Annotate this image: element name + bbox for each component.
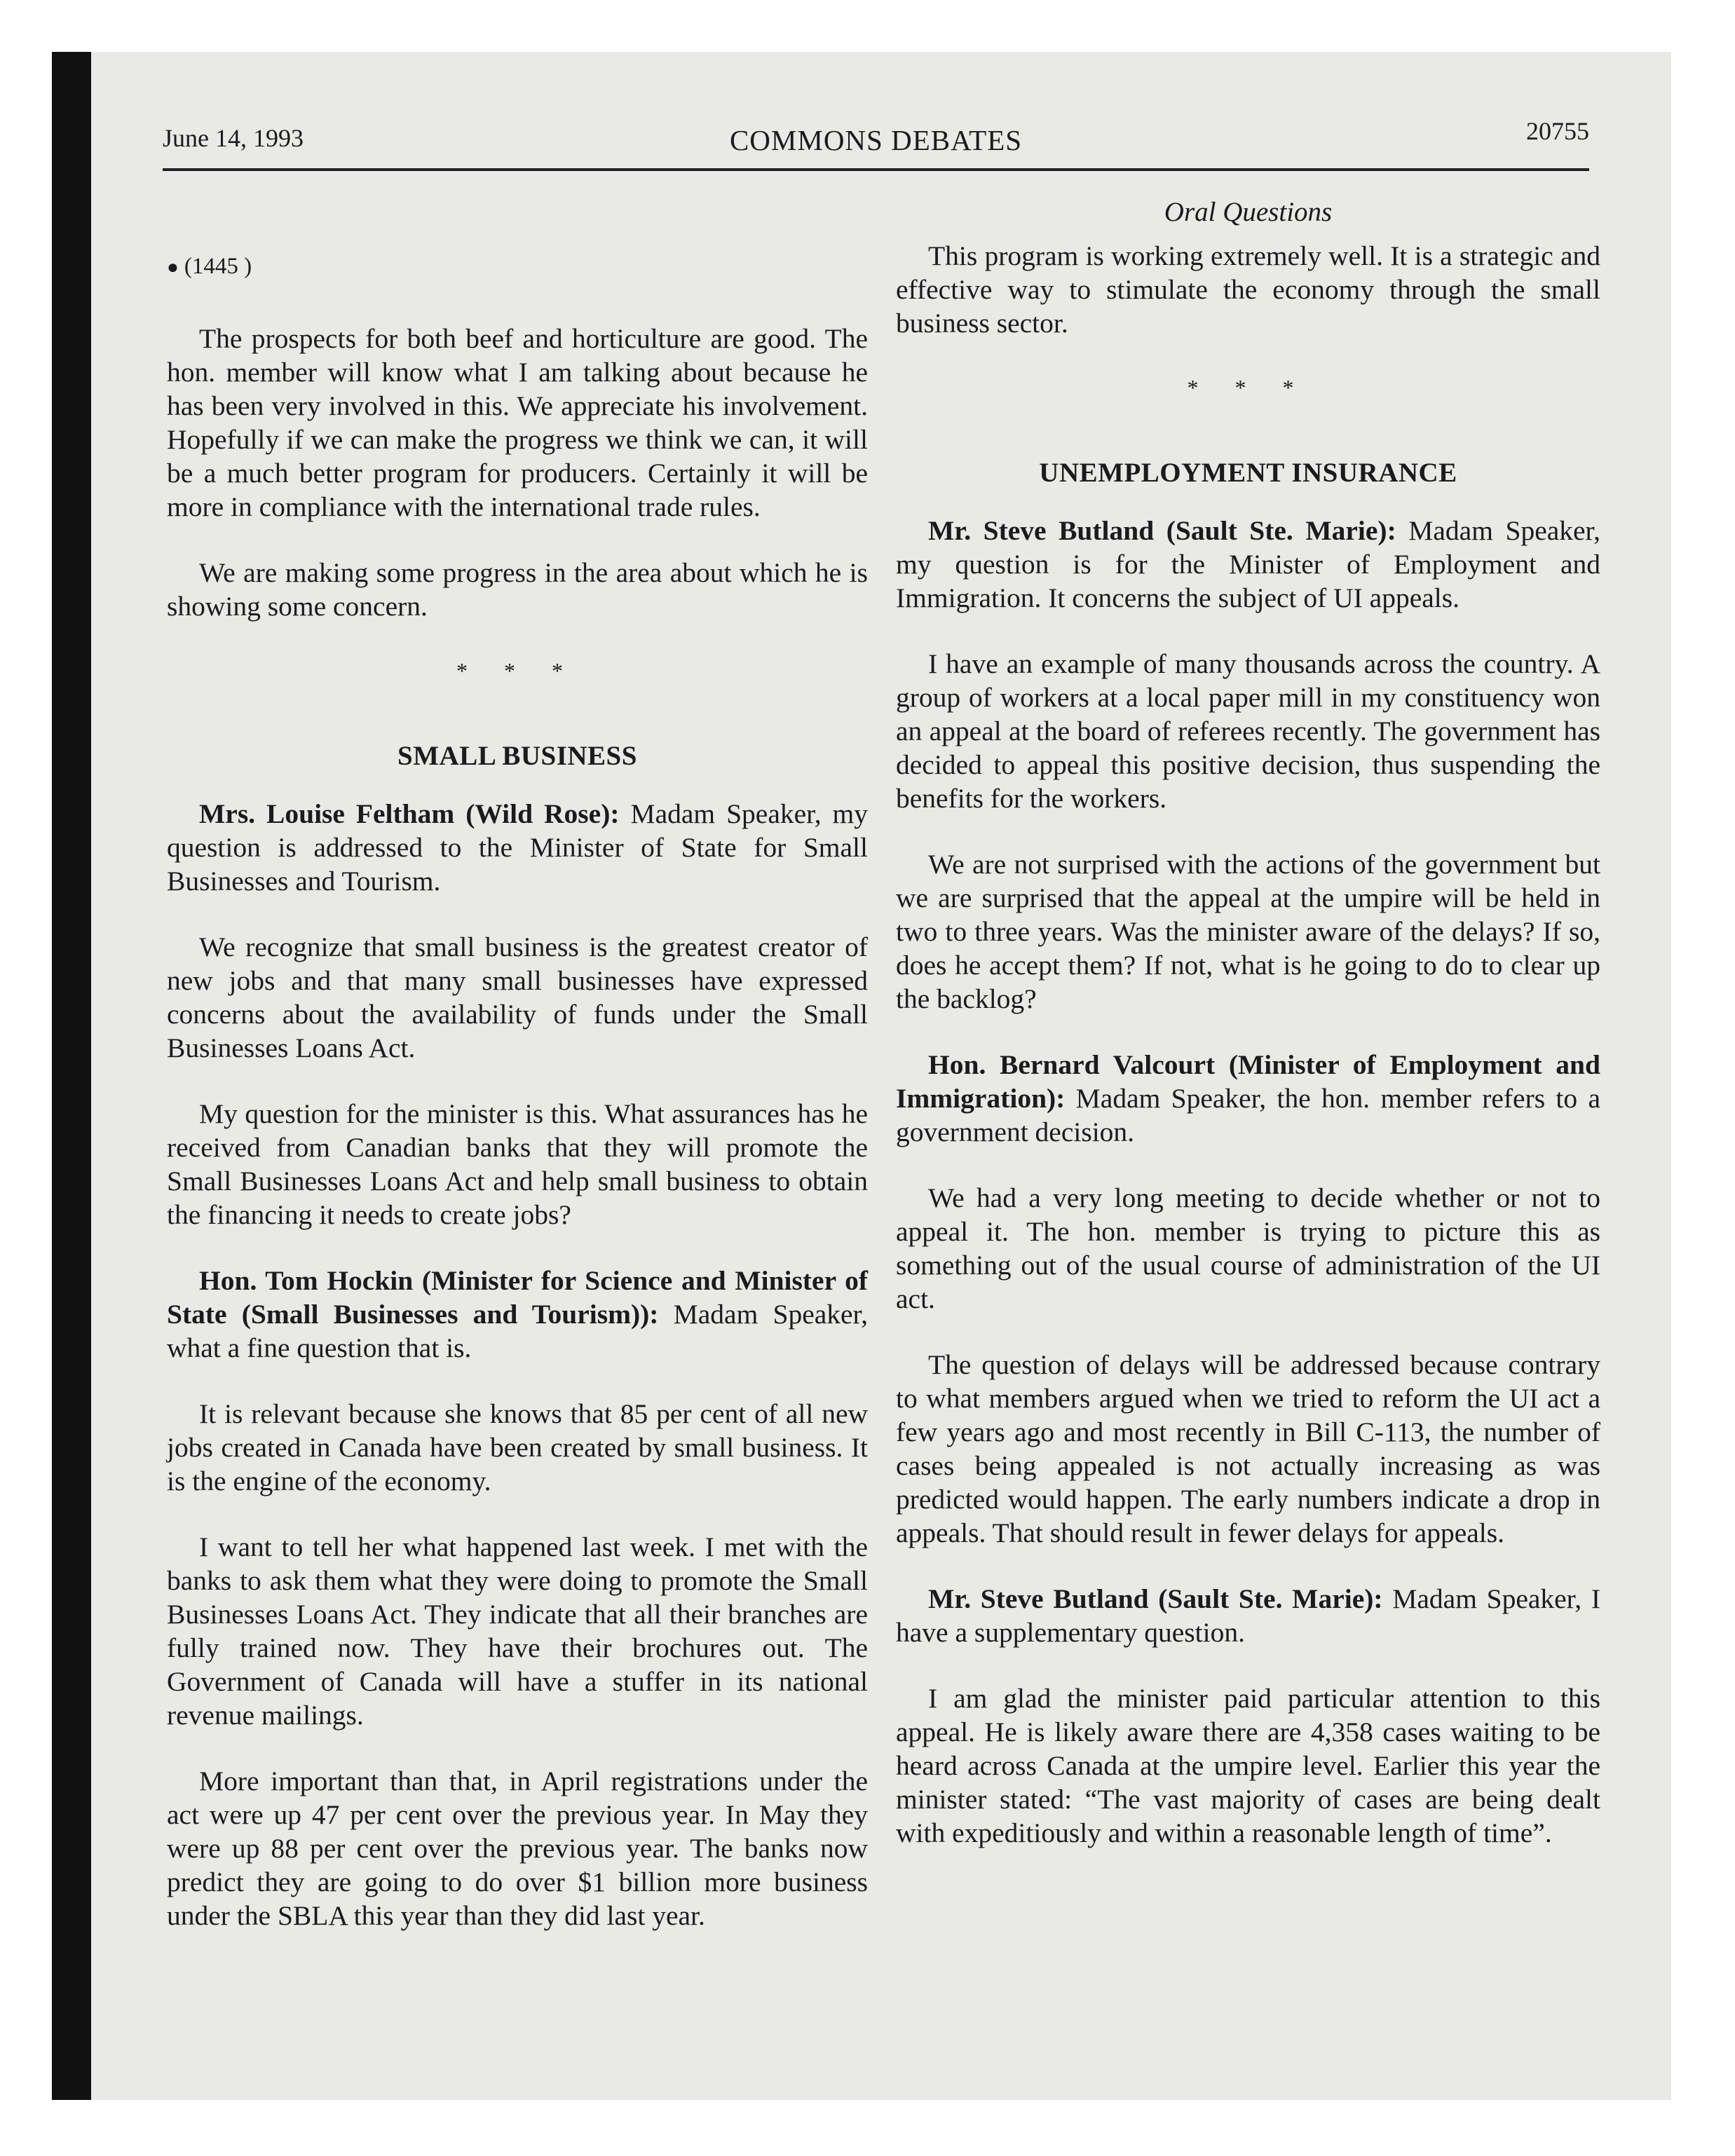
speech-paragraph [167, 797, 868, 898]
time-marker [167, 254, 868, 280]
speech-paragraph: It is relevant because she knows that 85 per cent of all new jobs created in Canada have been created by small business. It is the engine of the economy. [167, 1398, 868, 1496]
speech-text: Madam Speaker, the hon. member refers to a government decision. [896, 1083, 1600, 1147]
page-header [163, 117, 1589, 161]
speaker-name: Mr. Steve Butland (Sault Ste. Marie): [928, 1583, 1383, 1614]
speech-paragraph: I am glad the minister paid particular attention to this appeal. He is likely aware there are 4,358 cases waiting to be heard across Canada at the umpire level. Earlier this year the minister stated: “The vast majority of cases are being dealt with expeditiously and within a reasonable length of time”. [896, 1683, 1600, 1848]
speech-paragraph [896, 514, 1600, 615]
time-marker-text: (1445 ) [184, 254, 252, 279]
bullet-icon: ● [167, 257, 179, 278]
speaker-name: Hon. Tom Hockin (Minister for Science and Minister of State (Small Businesses and Tourism)): [167, 1265, 868, 1330]
header-title: COMMONS DEBATES [729, 124, 1023, 156]
header-rule [163, 168, 1589, 171]
speech-paragraph [896, 1048, 1600, 1149]
section-separator: * * * [1187, 375, 1309, 400]
speech-paragraph: More important than that, in April registrations under the act were up 47 per cent over the previous year. In May they were up 88 per cent over the previous year. The banks now predict they are going to do over $1 billion more business under the SBLA this year than they did last year. [167, 1766, 868, 1931]
speech-text: Madam Speaker, what a fine question that is. [167, 1299, 868, 1363]
speech-paragraph: We had a very long meeting to decide whether or not to appeal it. The hon. member is trying to picture this as something out of the usual course of administration of the UI act. [896, 1182, 1600, 1314]
speech-text: Madam Speaker, I have a supplementary question. [896, 1583, 1600, 1648]
page-number: 20755 [1526, 117, 1589, 145]
right-column [896, 196, 1600, 1882]
paragraph: This program is working extremely well. It is a strategic and effective way to stimulate the economy through the small business sector. [896, 240, 1600, 339]
speech-text: Madam Speaker, my question is for the Minister of Employment and Immigration. It concerns the subject of UI appeals. [896, 515, 1600, 613]
speech-paragraph: I want to tell her what happened last week. I met with the banks to ask them what they were doing to promote the Small Businesses Loans Act. They indicate that all their branches are fully trained now. They have their brochures out. The Government of Canada will have a stuffer in its national revenue mailings. [167, 1531, 868, 1731]
section-separator: * * * [456, 658, 578, 683]
paragraph: The prospects for both beef and horticulture are good. The hon. member will know what I am talking about because he has been very involved in this. We appreciate his involvement. Hopefully if we can make the progress we think we can, it will be a much better program for producers. Certainly it will be more in compliance with the international trade rules. [167, 323, 868, 522]
speech-paragraph: I have an example of many thousands across the country. A group of workers at a local paper mill in my constituency won an appeal at the board of referees recently. The government has decided to appeal this positive decision, thus suspending the benefits for the workers. [896, 648, 1600, 814]
speaker-name: Mrs. Louise Feltham (Wild Rose): [199, 798, 620, 829]
speech-paragraph: We recognize that small business is the greatest creator of new jobs and that many small businesses have expressed concerns about the availability of funds under the Small Businesses Loans Act. [167, 932, 868, 1063]
header-date: June 14, 1993 [163, 124, 304, 152]
speech-paragraph: My question for the minister is this. What assurances has he received from Canadian banks that they will promote the Small Businesses Loans Act and help small business to obtain the financing it needs to create jobs? [167, 1098, 868, 1230]
speaker-name: Hon. Bernard Valcourt (Minister of Employment and Immigration): [896, 1049, 1600, 1114]
paragraph: We are making some progress in the area about which he is showing some concern. [167, 557, 868, 622]
section-label: Oral Questions [1164, 197, 1333, 227]
section-heading: UNEMPLOYMENT INSURANCE [1039, 458, 1457, 488]
speaker-name: Mr. Steve Butland (Sault Ste. Marie): [928, 515, 1396, 546]
speech-paragraph [167, 1264, 868, 1365]
speech-paragraph [896, 1582, 1600, 1649]
speech-paragraph: The question of delays will be addressed because contrary to what members argued when we tried to reform the UI act a few years ago and most recently in Bill C-113, the number of cases being appealed is not actually increasing as was predicted would happen. The early numbers indicate a drop in appeals. That should result in fewer delays for appeals. [896, 1349, 1600, 1548]
section-heading: SMALL BUSINESS [397, 741, 637, 771]
speech-paragraph: We are not surprised with the actions of the government but we are surprised that the appeal at the umpire will be held in two to three years. Was the minister aware of the delays? If so, does he accept them? If not, what is he going to do to clear up the backlog? [896, 849, 1600, 1014]
binding-edge-shadow [52, 52, 91, 2100]
speech-text: Madam Speaker, my question is addressed to the Minister of State for Small Businesses and Tourism. [167, 798, 868, 896]
left-column [167, 196, 868, 1965]
